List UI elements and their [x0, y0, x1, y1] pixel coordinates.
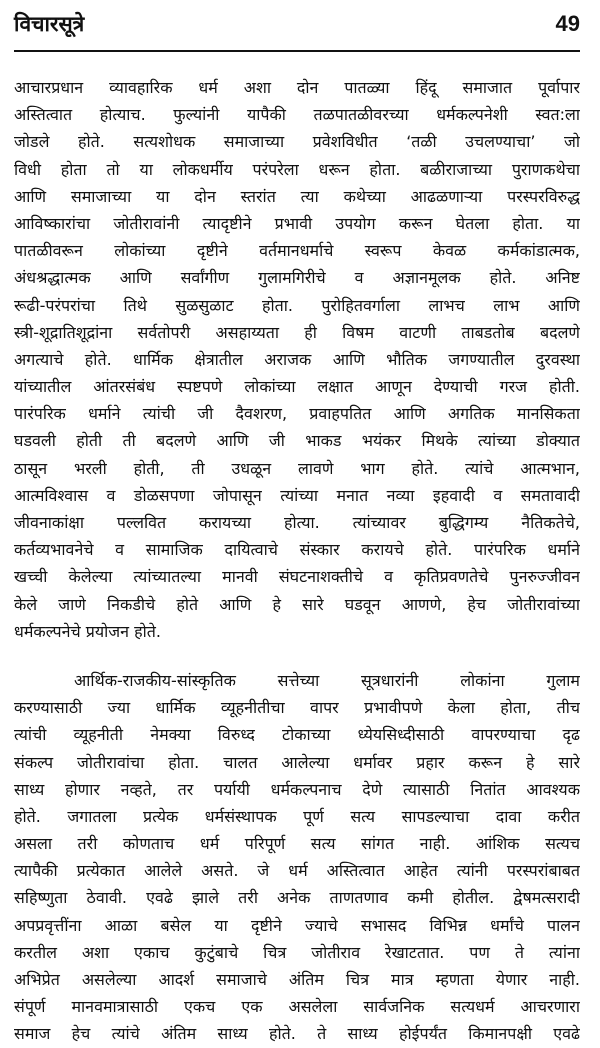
text-line: अभिप्रेत असलेल्या आदर्श समाजाचे अंतिम चित्र मात्र म्हणता येणार नाही.	[14, 970, 580, 989]
text-line: समाज हेच त्यांचे अंतिम साध्य होते. ते साध्य होईपर्यंत किमानपक्षी एवढे	[14, 1024, 580, 1044]
text-line: आविष्कारांचा जोतीरावांनी त्यादृष्टीने प्रभावी उपयोग करून घेतला होता. या	[14, 213, 580, 233]
text-line: आचारप्रधान व्यावहारिक धर्म अशा दोन पातळ्या हिंदू समाजात पूर्वापार	[14, 78, 580, 97]
text-line: जोडले होते. सत्यशोधक समाजाच्या प्रवेशविधीत ‘तळी उचलण्याचा’ जो	[14, 132, 580, 152]
header-rule	[14, 50, 580, 52]
paragraph	[14, 74, 580, 645]
text-line: संकल्प जोतीरावांचा होता. चालत आलेल्या धर्मावर प्रहार करून हे सारे	[14, 752, 580, 772]
text-line: होते. जगातला प्रत्येक धर्मसंस्थापक पूर्ण सत्य सापडल्याचा दावा करीत	[14, 806, 580, 826]
text-line: संपूर्ण मानवमात्रासाठी एकच एक असलेला सार्वजनिक सत्यधर्म आचरणारा	[14, 997, 580, 1017]
paragraph	[14, 667, 580, 1048]
text-line: सहिष्णुता ठेवावी. एवढे झाले तरी अनेक ताणतणाव कमी होतील. द्वेषमत्सरादी	[14, 888, 580, 908]
text-line: आणि समाजाच्या या दोन स्तरांत त्या कथेच्या आढळणाऱ्या परस्परविरुद्ध	[14, 186, 580, 206]
text-line: पारंपरिक धर्माने त्यांची जी दैवशरण, प्रवाहपतित आणि अगतिक मानसिकता	[14, 404, 580, 424]
text-line: जीवनाकांक्षा पल्लवित करायच्या होत्या. त्यांच्यावर बुद्धिगम्य नैतिकतेचे,	[14, 513, 580, 532]
text-line: केले जाणे निकडीचे होते आणि हे सारे घडवून आणणे, हेच जोतीरावांच्या	[14, 594, 580, 614]
text-line: त्यांची व्यूहनीती नेमक्या विरुध्द टोकाच्या ध्येयसिध्दीसाठी वापरण्याचा दृढ	[14, 725, 580, 745]
text-line: अंधश्रद्धात्मक आणि सर्वांगीण गुलामगिरीचे व अज्ञानमूलक होते. अनिष्ट	[14, 268, 580, 288]
text-line: पातळीवरून लोकांच्या दृष्टीने वर्तमानधर्माचे स्वरूप केवळ कर्मकांडात्मक,	[14, 241, 580, 261]
text-line: असला तरी कोणताच धर्म परिपूर्ण सत्य सांगत नाही. आंशिक सत्यच	[14, 834, 580, 854]
page-number: 49	[555, 11, 580, 36]
text-line: कर्तव्यभावनेचे व सामाजिक दायित्वाचे संस्कार करायचे होते. पारंपरिक धर्माने	[14, 540, 580, 560]
text-line: अगत्याचे होते. धार्मिक क्षेत्रातील अराजक आणि भौतिक जगण्यातील दुरवस्था	[14, 349, 580, 369]
chapter-title: विचारसूत्रे	[14, 12, 85, 36]
text-line: विधी होता तो या लोकधर्मीय परंपरेला धरून होता. बळीराजाच्या पुराणकथेचा	[14, 159, 580, 179]
text-line: आत्मविश्वास व डोळसपणा जोपासून त्यांच्या मनात नव्या इहवादी व समतावादी	[14, 485, 580, 505]
text-line: अपप्रवृत्तींना आळा बसेल या दृष्टीने ज्याचे सभासद विभिन्न धर्मांचे पालन	[14, 915, 580, 935]
paragraph-gap	[14, 645, 580, 667]
text-line: ठासून भरली होती, ती उधळून लावणे भाग होते. त्यांचे आत्मभान,	[14, 458, 580, 478]
body-text	[14, 74, 580, 1048]
text-line: साध्य होणार नव्हते, तर पर्यायी धर्मकल्पनाच देणे त्यासाठी नितांत आवश्यक	[14, 779, 580, 799]
text-line: खच्ची केलेल्या त्यांच्यातल्या मानवी संघटनाशक्तीचे व कृतिप्रवणतेचे पुनरुज्जीवन	[14, 567, 580, 587]
text-line: रूढी-परंपरांचा तिथे सुळसुळाट होता. पुरोहितवर्गाला लाभच लाभ आणि	[14, 295, 580, 315]
text-line: अस्तित्वात होत्याच. फुल्यांनी यापैकी तळपातळीवरच्या धर्मकल्पनेशी स्वत:ला	[14, 105, 580, 125]
text-line: करतील अशा एकाच कुटुंबाचे चित्र जोतीराव रेखाटतात. पण ते त्यांना	[14, 942, 580, 962]
text-line: करण्यासाठी ज्या धार्मिक व्यूहनीतीचा वापर प्रभावीपणे केला होता, तीच	[14, 698, 580, 718]
running-header	[14, 8, 580, 44]
text-line: त्यापैकी प्रत्येकात आलेले असते. जे धर्म अस्तित्वात आहेत त्यांनी परस्परांबाबत	[14, 861, 580, 881]
text-line: यांच्यातील आंतरसंबंध स्पष्टपणे लोकांच्या लक्षात आणून देण्याची गरज होती.	[14, 377, 580, 397]
text-line: स्त्री-शूद्रातिशूद्रांना सर्वतोपरी असहाय्यता ही विषम वाटणी ताबडतोब बदलणे	[14, 322, 580, 342]
text-line: घडवली होती ती बदलणे आणि जी भाकड भयंकर मिथके त्यांच्या डोक्यात	[14, 431, 580, 451]
text-line: धर्मकल्पनेचे प्रयोजन होते.	[14, 621, 161, 641]
text-line: आर्थिक-राजकीय-सांस्कृतिक सत्तेच्या सूत्रधारांनी लोकांना गुलाम	[74, 670, 580, 690]
